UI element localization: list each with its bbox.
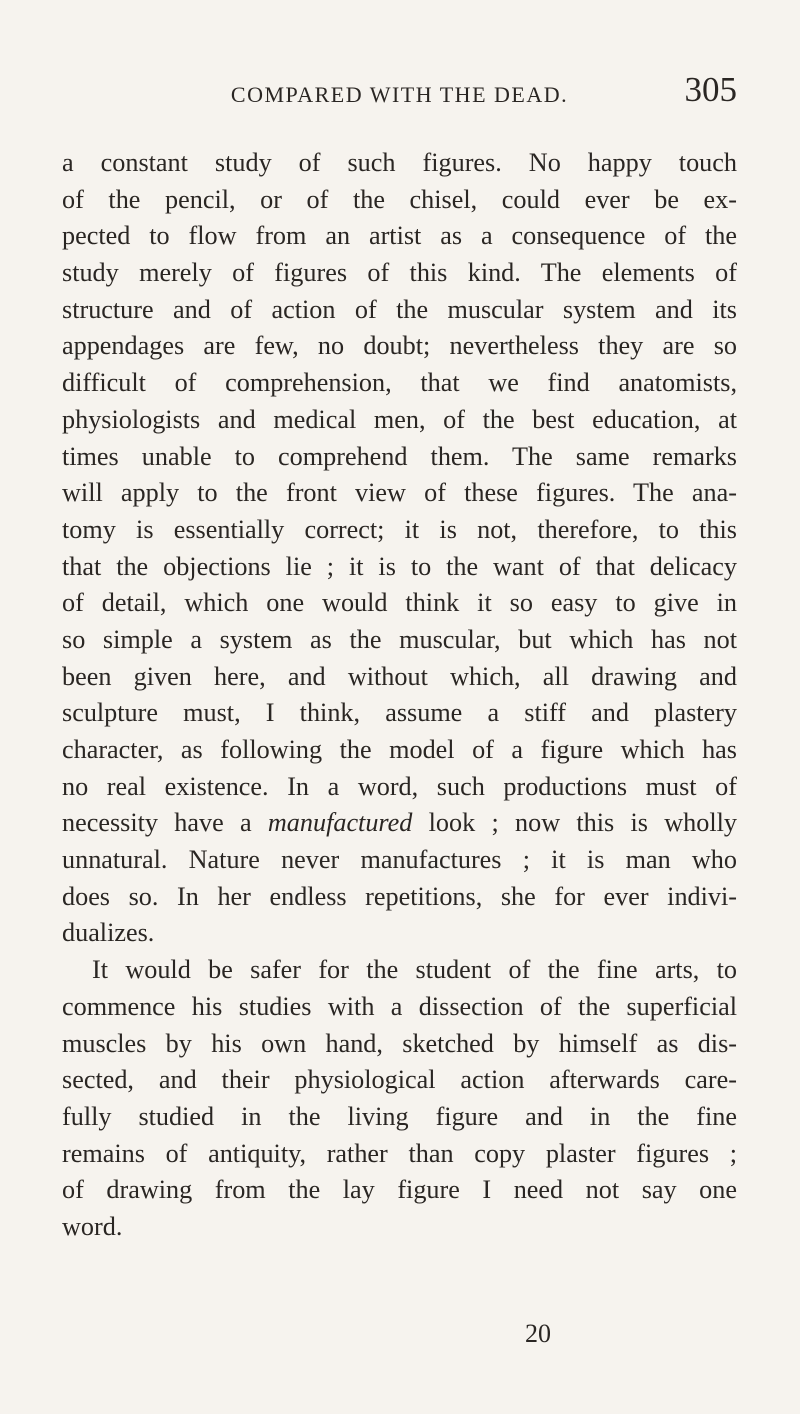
text-line: tomy is essentially correct; it is not, therefore, to this — [62, 514, 737, 544]
text-line: sected, and their physiological action afterwards care- — [62, 1065, 737, 1095]
text-line: study merely of figures of this kind. The elements of — [62, 258, 737, 288]
text-line: structure and of action of the muscular system and its — [62, 294, 737, 324]
italic-word: manufactured — [267, 808, 413, 838]
text-line: fully studied in the living figure and in the fine — [62, 1101, 737, 1131]
text-line: no real existence. In a word, such productions must of — [62, 771, 737, 801]
text-line: a constant study of such figures. No happy touch — [62, 148, 737, 177]
text-line: dualizes. — [62, 918, 155, 948]
text-line: times unable to comprehend them. The same remarks — [62, 441, 737, 471]
text-line-with-italic — [62, 805, 737, 842]
text-line: word. — [62, 1211, 123, 1241]
signature-mark: 20 — [525, 1319, 551, 1348]
text-line: appendages are few, no doubt; nevertheless they are so — [62, 331, 737, 361]
paragraph-2 — [62, 952, 737, 1246]
text-line: will apply to the front view of these figures. The ana- — [62, 478, 737, 508]
text-line: does so. In her endless repetitions, she for ever indivi- — [62, 881, 737, 911]
text-line: that the objections lie ; it is to the want of that delicacy — [62, 551, 737, 581]
text-line: character, as following the model of a figure which has — [62, 735, 737, 764]
text-line: been given here, and without which, all drawing and — [62, 661, 737, 691]
text-line: It would be safer for the student of the fine arts, to — [92, 955, 737, 985]
paragraph-1 — [62, 145, 737, 952]
text-line: so simple a system as the muscular, but which has not — [62, 624, 737, 654]
body-text — [62, 145, 737, 1246]
text-line: pected to flow from an artist as a consequence of the — [62, 221, 737, 251]
text-line: unnatural. Nature never manufactures ; it is man who — [62, 845, 737, 875]
text-line: difficult of comprehension, that we find anatomists, — [62, 368, 737, 398]
text-line: physiologists and medical men, of the best education, at — [62, 404, 737, 434]
text-line: commence his studies with a dissection of the superficial — [62, 991, 737, 1021]
text-line: sculpture must, I think, assume a stiff and plastery — [62, 698, 737, 728]
text-segment: necessity have a — [62, 808, 268, 838]
text-line: remains of antiquity, rather than copy plaster figures ; — [62, 1138, 737, 1168]
running-title: COMPARED WITH THE DEAD. — [230, 82, 569, 107]
text-line: of drawing from the lay figure I need not say one — [62, 1175, 737, 1205]
text-line: of detail, which one would think it so easy to give in — [62, 588, 737, 618]
running-head — [62, 70, 737, 114]
text-segment: look ; now this is wholly — [412, 808, 737, 838]
page-number: 305 — [684, 70, 737, 109]
text-line: of the pencil, or of the chisel, could ever be ex- — [62, 184, 737, 214]
text-line: muscles by his own hand, sketched by himself as dis- — [62, 1028, 737, 1058]
